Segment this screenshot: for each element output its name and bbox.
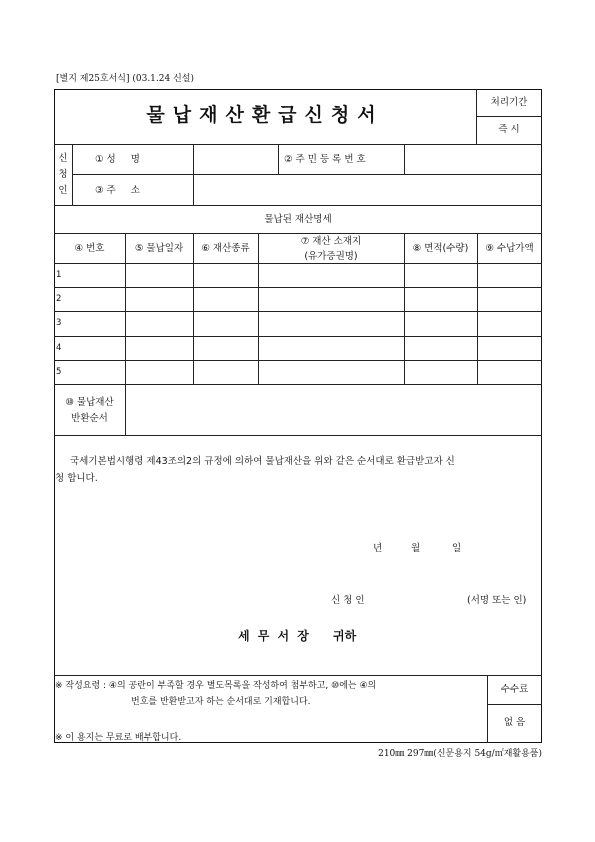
table-row bbox=[54, 336, 542, 360]
row-number: 1 bbox=[56, 270, 62, 280]
applicant-side-label-1: 신 bbox=[58, 153, 68, 164]
row-number: 2 bbox=[56, 294, 62, 304]
col-header-location-sub: (유가증권명) bbox=[304, 251, 358, 262]
property-section-title: 물납된 재산명세 bbox=[264, 214, 332, 225]
row-number: 4 bbox=[56, 343, 62, 353]
page-title: 물납재산환급신청서 bbox=[146, 104, 384, 126]
col-header-location: ⑦ 재산 소재지 bbox=[300, 236, 362, 247]
date-day-label: 일 bbox=[452, 543, 462, 554]
name-field[interactable] bbox=[198, 155, 274, 167]
statement-text-continued: 청 합니다. bbox=[55, 473, 98, 484]
writing-instructions: ※ 작성요령 : ④의 공란이 부족할 경우 별도목록을 작성하여 첨부하고, ⑩에는 ④의 bbox=[55, 681, 377, 691]
address-label: ③ 주 소 bbox=[95, 185, 140, 196]
free-distribution-note: ※ 이 용지는 무료로 배부합니다. bbox=[55, 733, 182, 743]
tax-office-recipient: 세 무 서 장 bbox=[238, 629, 311, 643]
date-year-label: 년 bbox=[373, 543, 383, 554]
refund-order-label-2: 반환순서 bbox=[71, 413, 108, 424]
fee-label: 수수료 bbox=[500, 684, 529, 695]
writing-instructions-continued: 번호를 반환받고자 하는 순서대로 기재합니다. bbox=[131, 697, 311, 707]
col-header-payment-date: ⑤ 물납일자 bbox=[134, 243, 184, 254]
table-row bbox=[54, 311, 542, 336]
processing-period-value: 즉 시 bbox=[498, 124, 520, 135]
paper-spec-footer: 210㎜ 297㎜(신문용지 54g/㎡재활용품) bbox=[378, 749, 542, 759]
col-header-price: ⑨ 수납가액 bbox=[485, 243, 534, 254]
col-header-property-kind: ⑥ 재산종류 bbox=[201, 243, 250, 254]
col-header-number: ④ 번호 bbox=[74, 243, 105, 254]
fee-value: 없 음 bbox=[503, 717, 526, 728]
row-number: 5 bbox=[56, 367, 62, 377]
statement-text: 국세기본법시행령 제43조의2의 규정에 의하여 물납재산을 위와 같은 순서대로 환급받고자 신 bbox=[70, 456, 455, 467]
table-row bbox=[54, 287, 542, 311]
applicant-signature-label: 신 청 인 bbox=[331, 595, 365, 606]
form-number-note: [별지 제25호서식] (03.1.24 신설) bbox=[56, 74, 194, 84]
name-label: ① 성 명 bbox=[95, 154, 140, 165]
row-number: 3 bbox=[56, 318, 62, 328]
signature-note: (서명 또는 인) bbox=[467, 595, 527, 606]
refund-order-field[interactable] bbox=[132, 405, 536, 417]
processing-period-label: 처리기간 bbox=[490, 97, 528, 108]
address-field[interactable] bbox=[198, 186, 538, 198]
date-month-label: 월 bbox=[411, 543, 421, 554]
col-header-area: ⑧ 면적(수량) bbox=[412, 243, 469, 254]
recipient-honorific: 귀하 bbox=[333, 629, 357, 643]
resident-number-field[interactable] bbox=[410, 155, 538, 167]
refund-order-label: ⑩ 물납재산 bbox=[65, 397, 114, 408]
table-row bbox=[54, 360, 542, 384]
resident-number-label: ② 주 민 등 록 번 호 bbox=[284, 154, 366, 165]
applicant-side-label-3: 인 bbox=[58, 185, 68, 196]
table-row bbox=[54, 263, 542, 287]
applicant-side-label-2: 청 bbox=[58, 169, 68, 180]
